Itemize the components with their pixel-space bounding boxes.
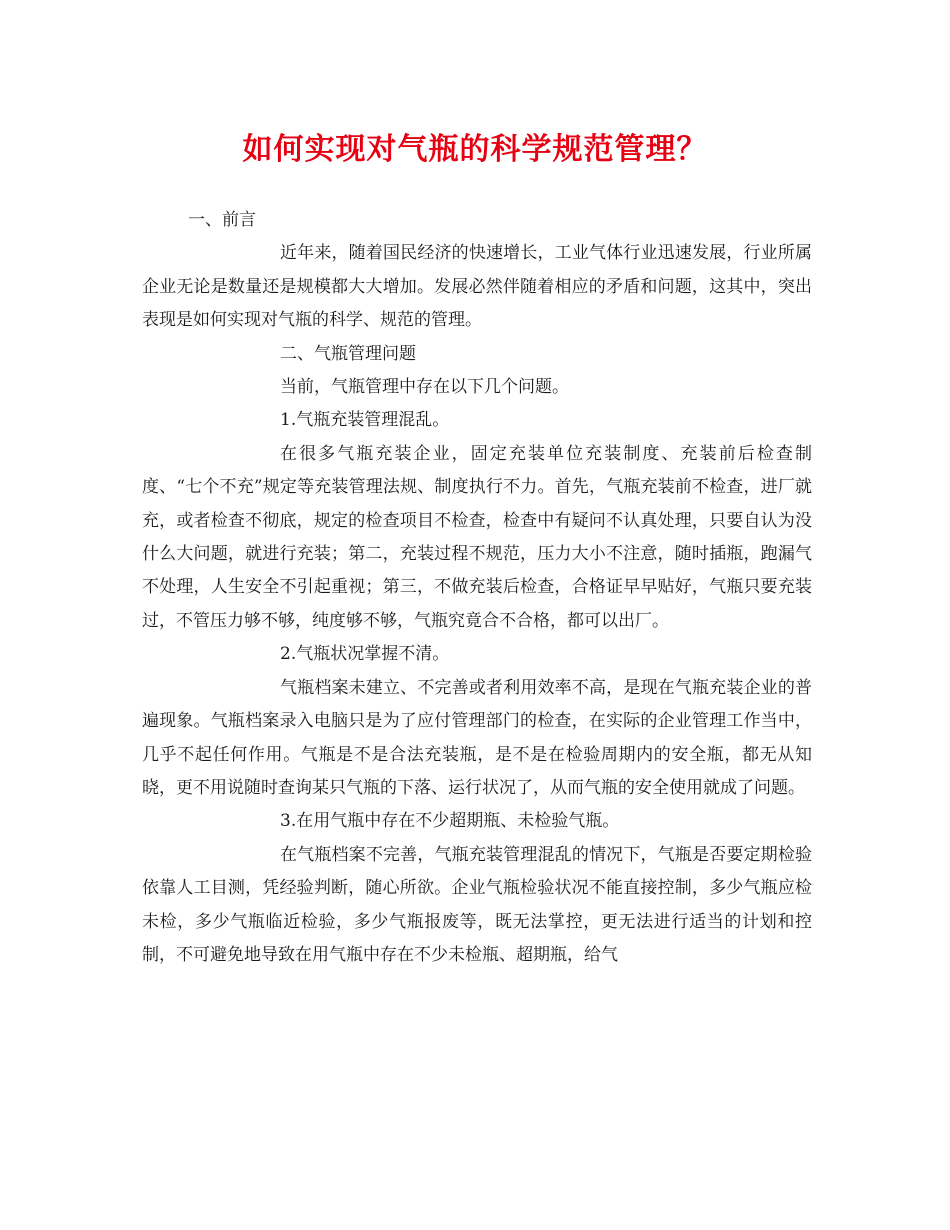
subheading-3: 3.在用气瓶中存在不少超期瓶、未检验气瓶。 (280, 811, 620, 832)
paragraph-1: 在很多气瓶充装企业，固定充装单位充装制度、充装前后检查制度、“七个不充”规定等充装管理法规、制度执行不力。首先，气瓶充装前不检查，进厂就充，或者检查不彻底，规定的检查项目不检查，检查中有疑问不认真处理，只要自认为没什么大问题，就进行充装；第二，充装过程不规范，压力大小不注意，随时插瓶，跑漏气不处理，人生安全不引起重视；第三，不做充装后检查，合格证早早贴好，气瓶只要充装过，不管压力够不够，纯度够不够，气瓶究竟合不合格，都可以出厂。 (142, 443, 812, 631)
section-heading-preface: 一、前言 (188, 210, 256, 230)
paragraph-2: 气瓶档案未建立、不完善或者利用效率不高，是现在气瓶充装企业的普遍现象。气瓶档案录入电脑只是为了应付管理部门的检查，在实际的企业管理工作当中，几乎不起任何作用。气瓶是不是合法充装瓶，是不是在检验周期内的安全瓶，都无从知晓，更不用说随时查询某只气瓶的下落、运行状况了，从而气瓶的安全使用就成了问题。 (142, 677, 812, 798)
section-heading-problems: 二、气瓶管理问题 (280, 343, 416, 364)
document-body (142, 204, 812, 972)
paragraph-intro: 近年来，随着国民经济的快速增长，工业气体行业迅速发展，行业所属企业无论是数量还是规模都大大增加。发展必然伴随着相应的矛盾和问题，这其中，突出表现是如何实现对气瓶的科学、规范的管理。 (142, 243, 812, 331)
subheading-2: 2.气瓶状况掌握不清。 (280, 644, 450, 665)
document-title: 如何实现对气瓶的科学规范管理？ (242, 132, 708, 167)
subheading-1: 1.气瓶充装管理混乱。 (280, 410, 450, 431)
paragraph-problems-lead: 当前，气瓶管理中存在以下几个问题。 (280, 377, 569, 398)
paragraph-3: 在气瓶档案不完善，气瓶充装管理混乱的情况下，气瓶是否要定期检验依靠人工目测，凭经验判断，随心所欲。企业气瓶检验状况不能直接控制，多少气瓶应检未检，多少气瓶临近检验，多少气瓶报废等，既无法掌控，更无法进行适当的计划和控制，不可避免地导致在用气瓶中存在不少未检瓶、超期瓶，给气 (142, 844, 812, 965)
